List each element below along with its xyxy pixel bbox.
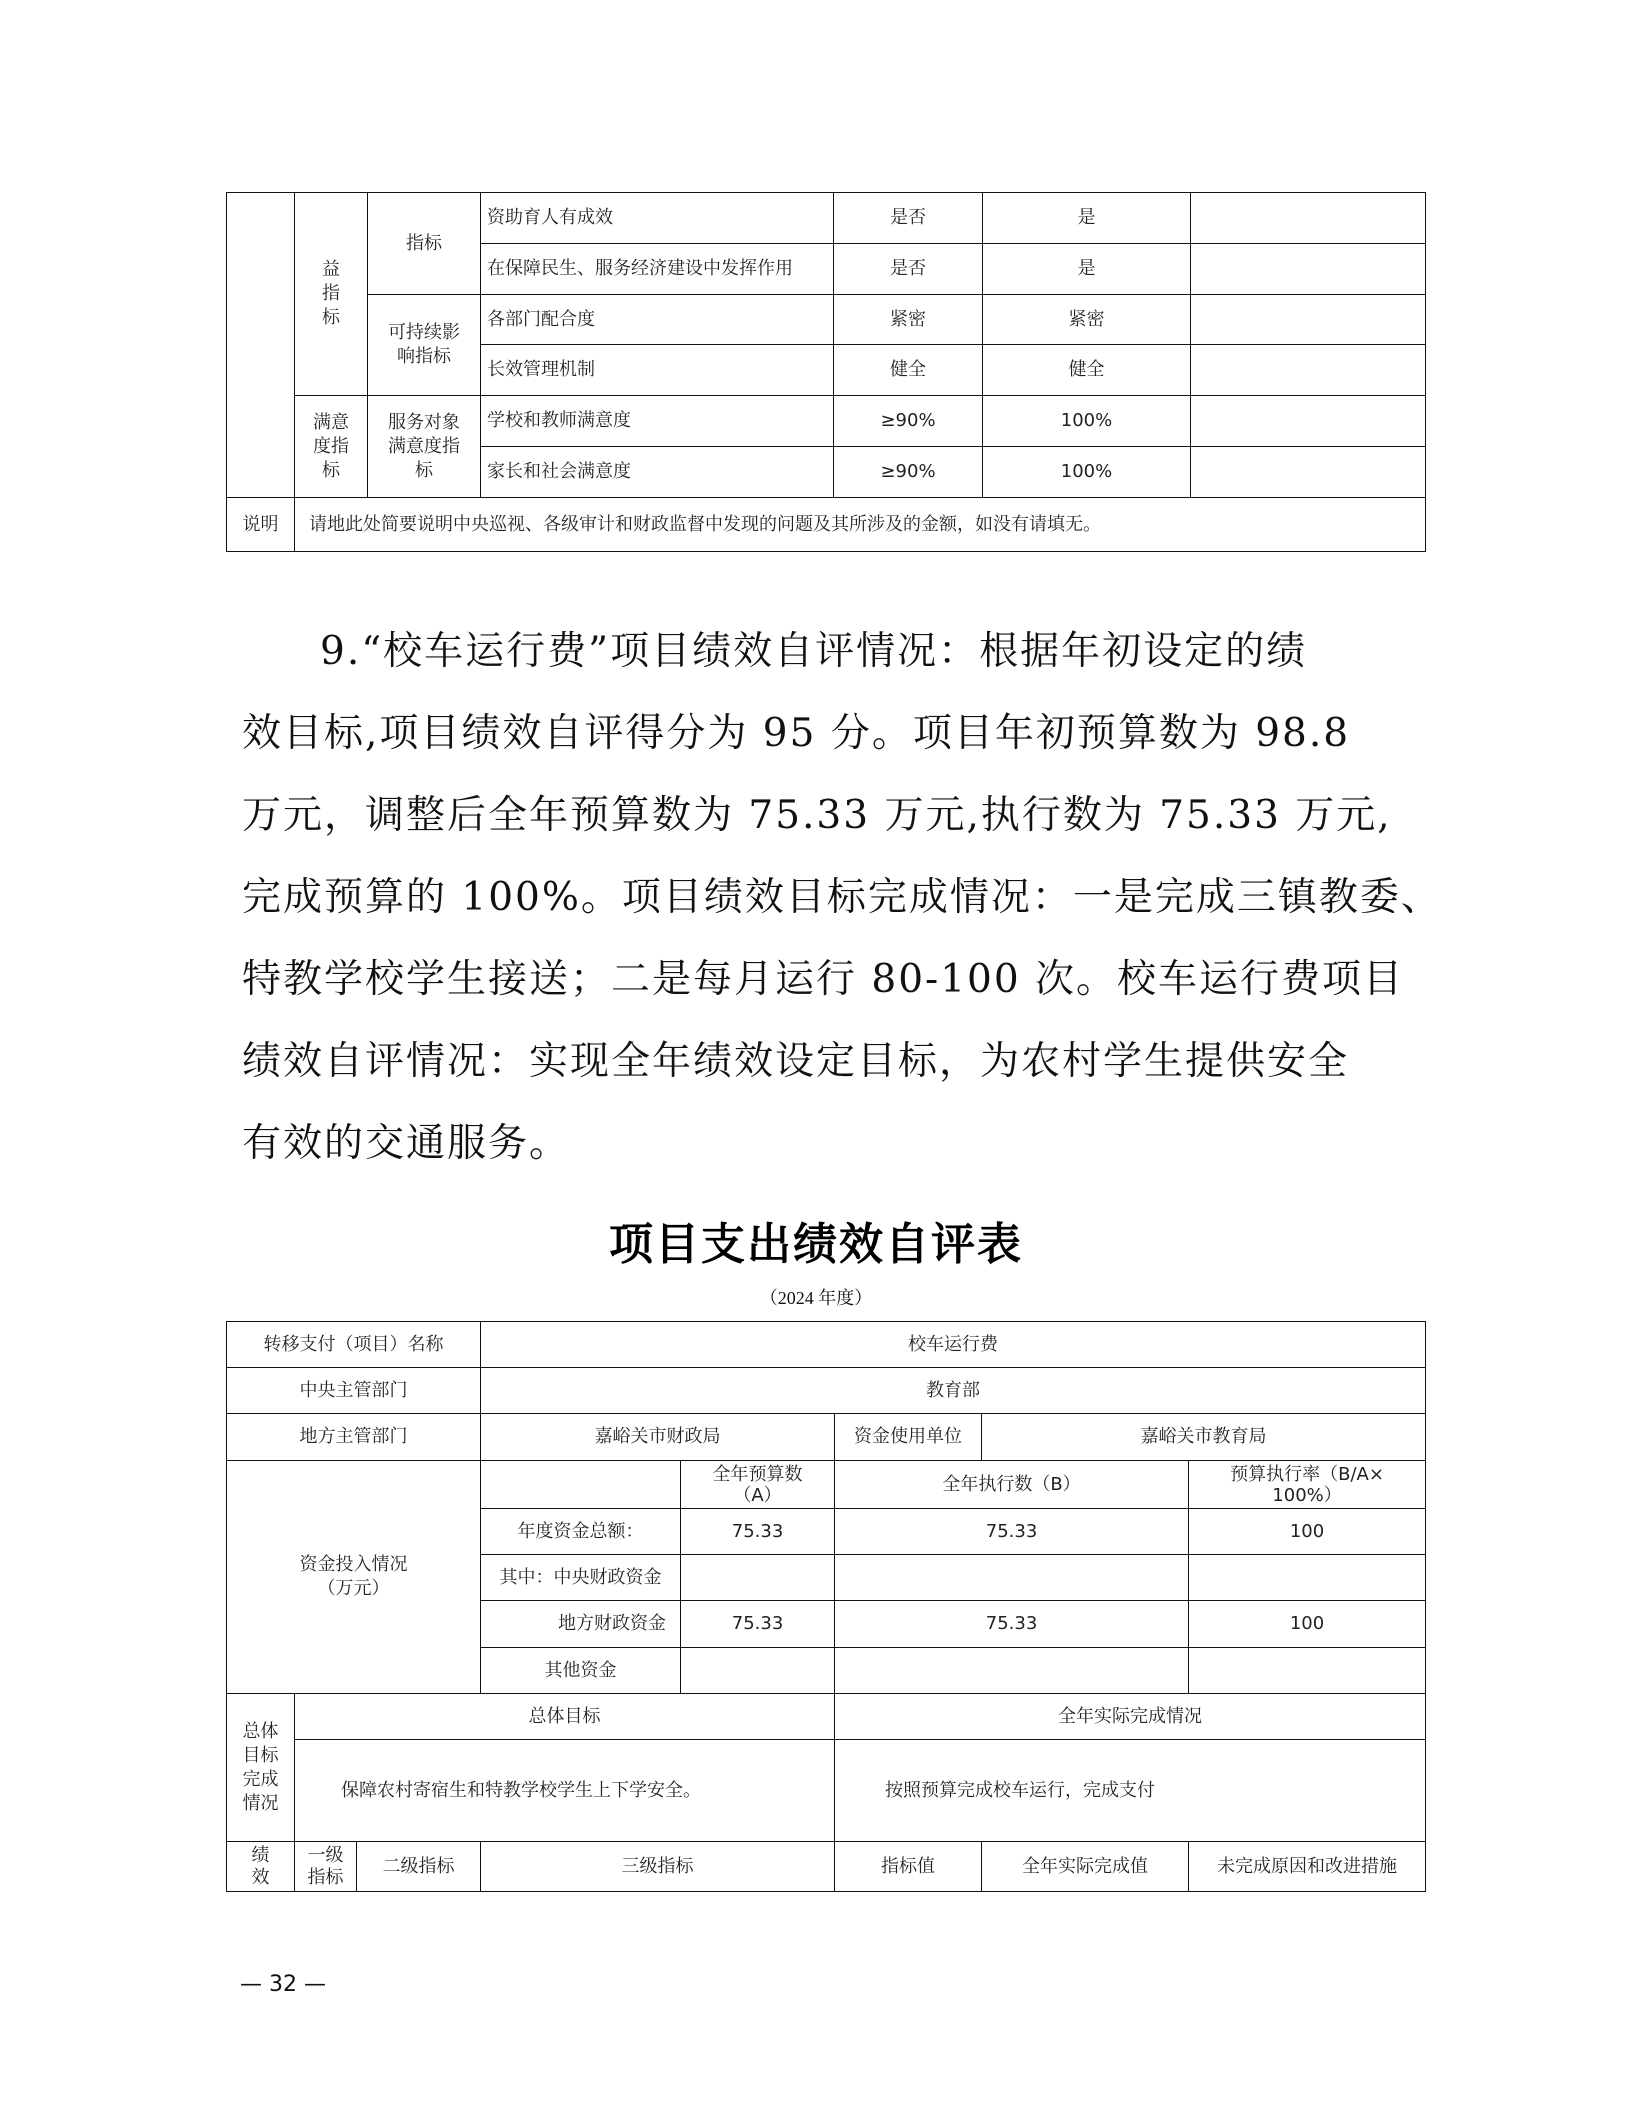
indicator-name: 学校和教师满意度	[481, 396, 834, 447]
label-line: 情况	[242, 1792, 279, 1814]
table-row	[227, 295, 1426, 345]
indicator-target: 是否	[834, 193, 983, 244]
target-header: 指标值	[835, 1842, 982, 1892]
table-row	[227, 193, 1426, 244]
indicator-target: 健全	[834, 345, 983, 396]
table-row	[227, 1322, 1426, 1368]
goal-header: 总体目标	[295, 1694, 835, 1740]
label-line: 度指	[313, 435, 349, 457]
label-line: 绩	[251, 1844, 270, 1866]
performance-label	[227, 1842, 295, 1892]
fund-type: 地方财政资金	[481, 1601, 681, 1648]
level3-header: 三级指标	[481, 1842, 835, 1892]
indicator-actual: 100%	[983, 396, 1191, 447]
indicator-actual: 健全	[983, 345, 1191, 396]
fund-user-label: 资金使用单位	[835, 1414, 982, 1461]
label-line: 资金投入情况	[299, 1554, 408, 1575]
fund-type: 年度资金总额：	[481, 1509, 681, 1555]
indicator-reason	[1191, 396, 1426, 447]
label-line: 预算执行率（B/A×	[1230, 1463, 1384, 1485]
label-line: 服务对象	[388, 411, 460, 433]
table-row	[227, 396, 1426, 447]
service-satisfaction-label	[368, 396, 481, 498]
indicator-name: 资助育人有成效	[481, 193, 834, 244]
actual-header: 全年实际完成值	[982, 1842, 1189, 1892]
paragraph-line: 有效的交通服务。	[242, 1121, 571, 1166]
label-line: 100%）	[1272, 1484, 1342, 1506]
project-self-evaluation-table	[226, 1321, 1426, 1892]
fund-executed: 75.33	[835, 1509, 1189, 1555]
form-year: （2024 年度）	[759, 1288, 873, 1308]
label-line: 满意	[313, 411, 349, 433]
fund-type: 其中：中央财政资金	[481, 1555, 681, 1601]
benefit-indicator-label	[295, 193, 368, 396]
empty-cell	[481, 1461, 681, 1509]
indicator-name: 在保障民生、服务经济建设中发挥作用	[481, 244, 834, 295]
fund-budget	[681, 1648, 835, 1694]
label-line: 可持续影	[388, 322, 460, 343]
indicator-target: ≥90%	[834, 396, 983, 447]
result-header: 全年实际完成情况	[835, 1694, 1426, 1740]
empty-cell	[227, 193, 295, 498]
fund-type: 其他资金	[481, 1648, 681, 1694]
label-line: 一级	[307, 1844, 344, 1866]
indicator-target: 是否	[834, 244, 983, 295]
level2-header: 二级指标	[357, 1842, 481, 1892]
label-line: （万元）	[317, 1578, 390, 1599]
paragraph-line: 绩效自评情况：实现全年绩效设定目标，为农村学生提供安全	[242, 1039, 1350, 1084]
note-text: 请地此处简要说明中央巡视、各级审计和财政监督中发现的问题及其所涉及的金额，如没有请填无。	[295, 498, 1426, 552]
table-row	[227, 1694, 1426, 1740]
budget-header	[681, 1461, 835, 1509]
performance-indicator-table-continued	[226, 192, 1426, 552]
label-line: 益	[322, 259, 340, 280]
fund-rate: 100	[1189, 1601, 1426, 1648]
indicator-reason	[1191, 447, 1426, 498]
note-label: 说明	[227, 498, 295, 552]
form-title: 项目支出绩效自评表	[609, 1219, 1023, 1270]
paragraph-line: 万元，调整后全年预算数为 75.33 万元,执行数为 75.33 万元,	[242, 793, 1392, 838]
central-dept-value: 教育部	[481, 1368, 1426, 1414]
label-line: 完成	[242, 1768, 279, 1790]
project-name-value: 校车运行费	[481, 1322, 1426, 1368]
paragraph-line: 完成预算的 100%。项目绩效目标完成情况：一是完成三镇教委、	[242, 875, 1442, 920]
indicator-reason	[1191, 244, 1426, 295]
goal-text: 保障农村寄宿生和特教学校学生上下学安全。	[295, 1740, 835, 1842]
fund-budget: 75.33	[681, 1601, 835, 1648]
indicator-name: 各部门配合度	[481, 295, 834, 345]
indicator-name: 长效管理机制	[481, 345, 834, 396]
local-dept-label: 地方主管部门	[227, 1414, 481, 1461]
label-line: 指标	[307, 1866, 344, 1888]
page-number: — 32 —	[240, 1972, 326, 1997]
indicator-reason	[1191, 295, 1426, 345]
table-row	[227, 1740, 1426, 1842]
label-line: （A）	[733, 1484, 782, 1506]
label-line: 标	[415, 459, 433, 481]
reason-header: 未完成原因和改进措施	[1189, 1842, 1426, 1892]
fund-budget: 75.33	[681, 1509, 835, 1555]
project-name-label: 转移支付（项目）名称	[227, 1322, 481, 1368]
label-line: 总体	[242, 1720, 279, 1742]
indicator-actual: 是	[983, 193, 1191, 244]
satisfaction-indicator-label	[295, 396, 368, 498]
fund-executed	[835, 1555, 1189, 1601]
result-text: 按照预算完成校车运行，完成支付	[835, 1740, 1426, 1842]
fund-rate	[1189, 1555, 1426, 1601]
funding-label	[227, 1461, 481, 1694]
table-row	[227, 1842, 1426, 1892]
label-line: 全年预算数	[712, 1463, 803, 1485]
label-line: 满意度指	[388, 435, 460, 457]
paragraph-line: 效目标,项目绩效自评得分为 95 分。项目年初预算数为 98.8	[242, 711, 1351, 756]
indicator-target: 紧密	[834, 295, 983, 345]
fund-user-value: 嘉峪关市教育局	[982, 1414, 1426, 1461]
fund-executed: 75.33	[835, 1601, 1189, 1648]
fund-rate	[1189, 1648, 1426, 1694]
paragraph-line: 特教学校学生接送；二是每月运行 80-100 次。校车运行费项目	[242, 957, 1405, 1002]
note-row	[227, 498, 1426, 552]
rate-header	[1189, 1461, 1426, 1509]
indicator-actual: 紧密	[983, 295, 1191, 345]
local-dept-value: 嘉峪关市财政局	[481, 1414, 835, 1461]
level2-indicator-label: 指标	[368, 193, 481, 295]
level1-header	[295, 1842, 357, 1892]
fund-budget	[681, 1555, 835, 1601]
label-line: 目标	[242, 1744, 279, 1766]
label-line: 标	[322, 307, 340, 328]
sustainable-impact-label	[368, 295, 481, 396]
table-row	[227, 1368, 1426, 1414]
table-row	[227, 1414, 1426, 1461]
executed-header: 全年执行数（B）	[835, 1461, 1189, 1509]
central-dept-label: 中央主管部门	[227, 1368, 481, 1414]
indicator-name: 家长和社会满意度	[481, 447, 834, 498]
fund-rate: 100	[1189, 1509, 1426, 1555]
label-line: 标	[322, 459, 340, 481]
indicator-reason	[1191, 193, 1426, 244]
indicator-actual: 是	[983, 244, 1191, 295]
label-line: 效	[251, 1866, 270, 1888]
label-line: 响指标	[397, 346, 451, 367]
indicator-target: ≥90%	[834, 447, 983, 498]
indicator-reason	[1191, 345, 1426, 396]
indicator-actual: 100%	[983, 447, 1191, 498]
paragraph-line: 9.“校车运行费”项目绩效自评情况：根据年初设定的绩	[320, 629, 1308, 674]
label-line: 指	[322, 283, 340, 304]
overall-goal-label	[227, 1694, 295, 1842]
fund-executed	[835, 1648, 1189, 1694]
table-row	[227, 1461, 1426, 1509]
